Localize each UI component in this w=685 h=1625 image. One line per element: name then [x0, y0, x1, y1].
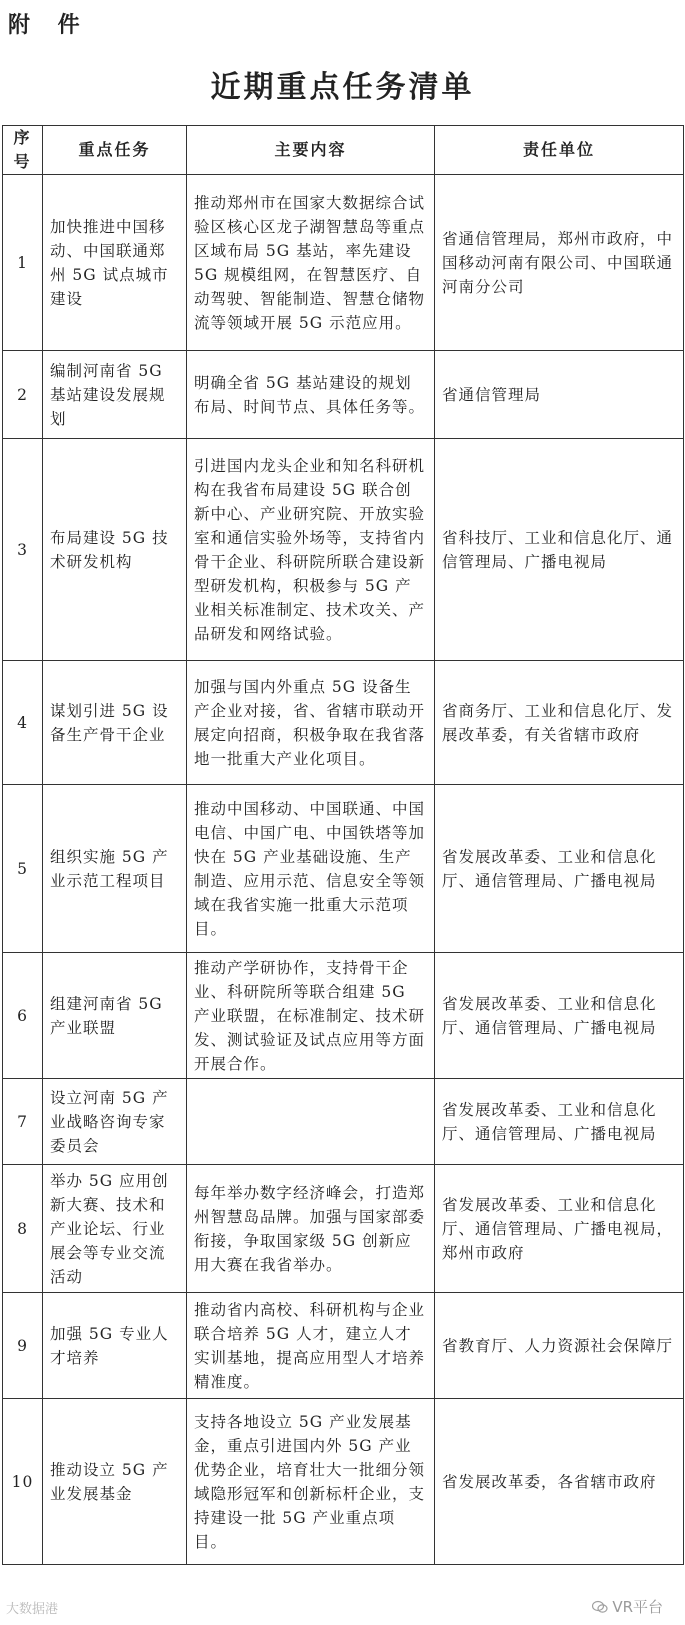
- page-title: 近期重点任务清单: [210, 70, 475, 105]
- column-header-task: 重点任务: [43, 126, 187, 175]
- cell-seq: 6: [3, 953, 43, 1079]
- cell-task: 编制河南省 5G 基站建设发展规划: [43, 351, 187, 439]
- wechat-icon: [592, 1600, 608, 1614]
- cell-content: [187, 1079, 435, 1165]
- table-row: [3, 1165, 684, 1293]
- cell-task: 组织实施 5G 产业示范工程项目: [43, 785, 187, 953]
- cell-seq: 1: [3, 175, 43, 351]
- task-table: [2, 125, 684, 1565]
- cell-seq: 3: [3, 439, 43, 661]
- cell-unit: 省发展改革委、工业和信息化厅、通信管理局、广播电视局: [435, 1079, 684, 1165]
- cell-unit: 省科技厅、工业和信息化厅、通信管理局、广播电视局: [435, 439, 684, 661]
- cell-seq: 5: [3, 785, 43, 953]
- column-header-seq: 序号: [3, 126, 43, 175]
- cell-unit: 省发展改革委、工业和信息化厅、通信管理局、广播电视局，郑州市政府: [435, 1165, 684, 1293]
- table-row: [3, 439, 684, 661]
- table-row: [3, 351, 684, 439]
- cell-seq: 2: [3, 351, 43, 439]
- watermark-left: 大数据港: [6, 1602, 59, 1617]
- table-row: [3, 1399, 684, 1565]
- cell-seq: 8: [3, 1165, 43, 1293]
- cell-content: 明确全省 5G 基站建设的规划布局、时间节点、具体任务等。: [187, 351, 435, 439]
- cell-task: 加强 5G 专业人才培养: [43, 1293, 187, 1399]
- cell-content: 推动郑州市在国家大数据综合试验区核心区龙子湖智慧岛等重点区域布局 5G 基站，率先建设 5G 规模组网，在智慧医疗、自动驾驶、智能制造、智慧仓储物流等领域开展 5G 示范应用。: [187, 175, 435, 351]
- table-header-row: [3, 126, 684, 175]
- cell-seq: 10: [3, 1399, 43, 1565]
- cell-unit: 省教育厅、人力资源社会保障厅: [435, 1293, 684, 1399]
- cell-content: 推动省内高校、科研机构与企业联合培养 5G 人才，建立人才实训基地，提高应用型人才培养精准度。: [187, 1293, 435, 1399]
- table-row: [3, 785, 684, 953]
- cell-task: 谋划引进 5G 设备生产骨干企业: [43, 661, 187, 785]
- cell-seq: 9: [3, 1293, 43, 1399]
- cell-unit: 省通信管理局，郑州市政府，中国移动河南有限公司、中国联通河南分公司: [435, 175, 684, 351]
- cell-unit: 省发展改革委、工业和信息化厅、通信管理局、广播电视局: [435, 953, 684, 1079]
- table-row: [3, 175, 684, 351]
- cell-content: 引进国内龙头企业和知名科研机构在我省布局建设 5G 联合创新中心、产业研究院、开放实验室和通信实验外场等，支持省内骨干企业、科研院所联合建设新型研发机构，积极参与 5G 产业相关标准制定、技术攻关、产品研发和网络试验。: [187, 439, 435, 661]
- table-row: [3, 1293, 684, 1399]
- cell-content: 支持各地设立 5G 产业发展基金，重点引进国内外 5G 产业优势企业，培育壮大一批细分领域隐形冠军和创新标杆企业，支持建设一批 5G 产业重点项目。: [187, 1399, 435, 1565]
- table-row: [3, 661, 684, 785]
- cell-task: 举办 5G 应用创新大赛、技术和产业论坛、行业展会等专业交流活动: [43, 1165, 187, 1293]
- cell-content: 加强与国内外重点 5G 设备生产企业对接，省、省辖市联动开展定向招商，积极争取在我省落地一批重大产业化项目。: [187, 661, 435, 785]
- watermark-right: [592, 1596, 663, 1617]
- cell-task: 加快推进中国移动、中国联通郑州 5G 试点城市建设: [43, 175, 187, 351]
- cell-seq: 7: [3, 1079, 43, 1165]
- cell-unit: 省发展改革委、工业和信息化厅、通信管理局、广播电视局: [435, 785, 684, 953]
- cell-task: 组建河南省 5G 产业联盟: [43, 953, 187, 1079]
- cell-content: 推动产学研协作，支持骨干企业、科研院所等联合组建 5G 产业联盟，在标准制定、技术研发、测试验证及试点应用等方面开展合作。: [187, 953, 435, 1079]
- watermark-right-text: VR平台: [612, 1598, 663, 1616]
- table-row: [3, 1079, 684, 1165]
- cell-task: 设立河南 5G 产业战略咨询专家委员会: [43, 1079, 187, 1165]
- cell-content: 每年举办数字经济峰会，打造郑州智慧岛品牌。加强与国家部委衔接，争取国家级 5G 创新应用大赛在我省举办。: [187, 1165, 435, 1293]
- cell-unit: 省通信管理局: [435, 351, 684, 439]
- cell-task: 推动设立 5G 产业发展基金: [43, 1399, 187, 1565]
- cell-task: 布局建设 5G 技术研发机构: [43, 439, 187, 661]
- cell-content: 推动中国移动、中国联通、中国电信、中国广电、中国铁塔等加快在 5G 产业基础设施、生产制造、应用示范、信息安全等领域在我省实施一批重大示范项目。: [187, 785, 435, 953]
- cell-unit: 省发展改革委，各省辖市政府: [435, 1399, 684, 1565]
- attachment-label: 附 件: [8, 13, 90, 38]
- watermark-footer: [0, 1592, 685, 1622]
- cell-seq: 4: [3, 661, 43, 785]
- column-header-content: 主要内容: [187, 126, 435, 175]
- table-row: [3, 953, 684, 1079]
- cell-unit: 省商务厅、工业和信息化厅、发展改革委，有关省辖市政府: [435, 661, 684, 785]
- column-header-unit: 责任单位: [435, 126, 684, 175]
